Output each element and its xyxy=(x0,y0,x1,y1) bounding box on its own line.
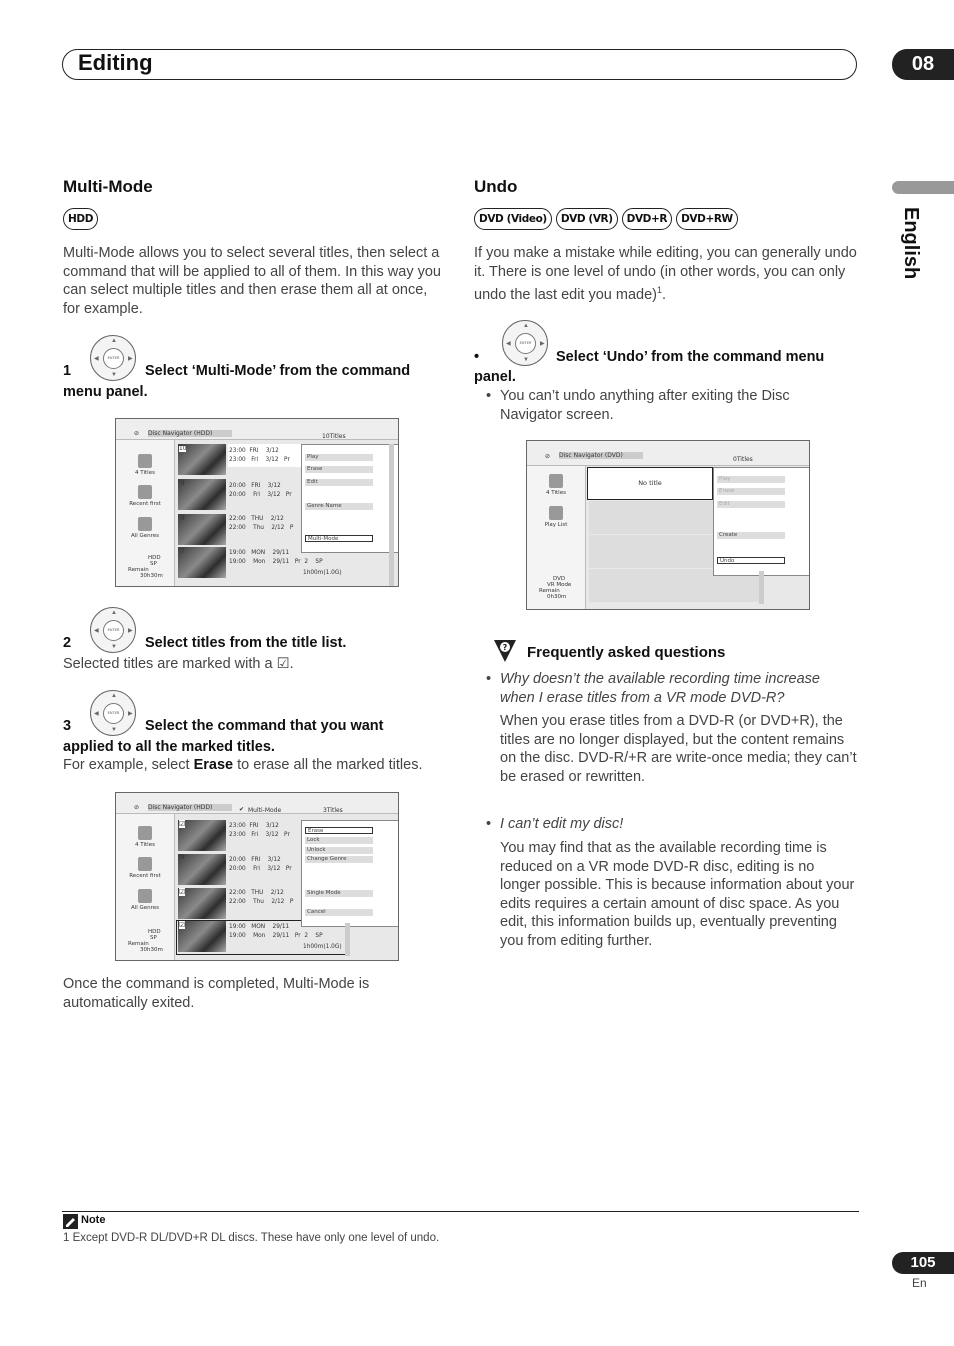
title-row[interactable]: 22:00 Thu 2/12 P xyxy=(229,899,294,905)
thumbnail xyxy=(178,514,226,545)
menu-item-edit[interactable]: Edit xyxy=(305,479,373,486)
titles-icon xyxy=(549,474,563,488)
multimode-heading: Multi-Mode xyxy=(63,177,153,196)
scrollbar[interactable] xyxy=(345,923,350,956)
faq-answer-1: When you erase titles from a DVD-R (or DVD+R), the titles are no longer displayed, but the content remains on the disc. DVD-R/+R are write-once media; they can’t be erased or rewritten. xyxy=(500,713,857,785)
faq-heading: Frequently asked questions xyxy=(527,644,726,661)
remote-enter-icon: ▲ ▼ ◀ ▶ ENTER xyxy=(90,690,136,736)
undo-bullet: • xyxy=(474,349,480,365)
badge-dvd-plus-r: DVD+R xyxy=(622,208,672,230)
step3-number: 3 xyxy=(63,718,72,734)
title-row[interactable]: 19:00 MON 29/11 xyxy=(229,550,290,556)
title-row[interactable]: 23:00 Fri 3/12 Pr xyxy=(229,832,290,838)
disc-icon: ⊘ xyxy=(134,430,140,437)
title-row[interactable]: 22:00 Thu 2/12 P xyxy=(229,525,294,531)
storage-info: HDD SP Remain 30h30m xyxy=(128,929,163,953)
scrollbar[interactable] xyxy=(389,444,394,587)
side-item-titles: 4 Titles xyxy=(546,490,566,496)
faq-question-1: Why doesn’t the available recording time increase when I erase titles from a VR mode DVD-R? xyxy=(500,671,820,706)
remote-enter-icon: ▲ ▼ ◀ ▶ ENTER xyxy=(90,335,136,381)
recent-icon xyxy=(138,485,152,499)
language-label: English xyxy=(900,207,922,280)
undo-step-text: Select ‘Undo’ from the command menu xyxy=(556,349,825,365)
step2-text: Select titles from the title list. xyxy=(145,635,347,651)
badge-dvd-vr: DVD (VR) xyxy=(556,208,618,230)
disc-navigator-screen-1 xyxy=(115,418,399,587)
genres-icon xyxy=(138,517,152,531)
undo-intro: If you make a mistake while editing, you can generally undo it. There is one level of undo (in other words, you can only undo the last edit you made)$^1$. xyxy=(474,245,857,303)
titles-icon xyxy=(138,454,152,468)
duration: 1h00m(1.0G) xyxy=(303,944,342,950)
no-title-box: No title xyxy=(587,467,713,500)
title-row[interactable]: 20:00 FRI 3/12 xyxy=(229,857,281,863)
title-number: 9 xyxy=(181,855,185,861)
title-row[interactable]: 19:00 MON 29/11 xyxy=(229,924,290,930)
menu-item-play[interactable]: Play xyxy=(305,454,373,461)
menu-item-erase: Erase xyxy=(717,488,785,495)
badge-dvd-plus-rw: DVD+RW xyxy=(676,208,738,230)
thumbnail xyxy=(178,479,226,510)
bullet-dot: • xyxy=(486,388,492,404)
checkbox-checked-icon[interactable]: ☑ xyxy=(179,820,186,828)
step2-note: Selected titles are marked with a ☑. xyxy=(63,656,294,672)
title-count: 3Titles xyxy=(323,807,343,814)
menu-item-change-genre[interactable]: Change Genre xyxy=(305,856,373,863)
remote-enter-icon: ▲ ▼ ◀ ▶ ENTER xyxy=(502,320,548,366)
step1-number: 1 xyxy=(63,363,72,379)
menu-item-lock[interactable]: Lock xyxy=(305,837,373,844)
menu-item-undo[interactable]: Undo xyxy=(717,557,785,564)
command-menu[interactable] xyxy=(301,444,399,553)
disc-type-badges xyxy=(474,208,742,230)
title-row[interactable]: 23:00 FRI 3/12 xyxy=(229,823,279,829)
svg-text:?: ? xyxy=(502,643,508,652)
faq-answer-2: You may find that as the available recording time is reduced on a VR mode DVD-R disc, editing is no longer possible. This is because information about your edits requires a certain amount of disc space. As you edit, this information builds up, eventually preventing you from editing further. xyxy=(500,840,855,949)
side-item-recent: Recent first xyxy=(129,873,161,879)
disc-icon: ⊘ xyxy=(134,804,140,811)
title-row[interactable]: 20:00 Fri 3/12 Pr xyxy=(229,492,292,498)
remote-enter-icon: ▲ ▼ ◀ ▶ ENTER xyxy=(90,607,136,653)
screen-title: Disc Navigator (HDD) xyxy=(148,804,232,811)
menu-item-genre-name[interactable]: Genre Name xyxy=(305,503,373,510)
badge-dvd-video: DVD (Video) xyxy=(474,208,552,230)
recent-icon xyxy=(138,857,152,871)
menu-item-play: Play xyxy=(717,476,785,483)
step2-number: 2 xyxy=(63,635,72,651)
storage-info: HDD SP Remain 30h30m xyxy=(128,555,163,579)
checkmark-icon: ✔ xyxy=(239,806,245,813)
menu-item-unlock[interactable]: Unlock xyxy=(305,847,373,854)
faq-question-2: I can’t edit my disc! xyxy=(500,816,624,832)
language-tab xyxy=(892,181,954,194)
command-menu[interactable] xyxy=(301,820,399,927)
menu-item-edit: Edit xyxy=(717,501,785,508)
step3-note: For example, select Erase to erase all the marked titles. xyxy=(63,757,423,773)
title-row[interactable]: 20:00 Fri 3/12 Pr xyxy=(229,866,292,872)
checkbox-checked-icon[interactable]: ☑ xyxy=(179,921,186,929)
faq-icon xyxy=(492,638,518,664)
playlist-icon xyxy=(549,506,563,520)
menu-item-erase[interactable]: Erase xyxy=(305,827,373,834)
title-number: 9 xyxy=(181,481,185,487)
multimode-intro: Multi-Mode allows you to select several titles, then select a command that will be applied to all of them. In this way you can select multiple titles and then erase them all at once, for example. xyxy=(63,245,441,317)
thumbnail xyxy=(178,854,226,885)
chapter-number: 08 xyxy=(892,49,954,80)
undo-heading: Undo xyxy=(474,177,518,196)
title-count: 10Titles xyxy=(322,433,346,440)
side-item-recent: Recent first xyxy=(129,501,161,507)
header-bar xyxy=(62,49,857,80)
title-number: 8 xyxy=(181,516,185,522)
undo-step-text-cont: panel. xyxy=(474,369,516,385)
title-number: 10 xyxy=(179,446,187,452)
step1-text-cont: menu panel. xyxy=(63,384,148,400)
step3-text: Select the command that you want xyxy=(145,718,384,734)
title-row[interactable]: 23:00 FRI 3/12 xyxy=(229,448,279,454)
bullet-dot: • xyxy=(486,816,492,832)
bullet-dot: • xyxy=(486,671,492,687)
side-item-titles: 4 Titles xyxy=(135,842,155,848)
menu-item-cancel[interactable]: Cancel xyxy=(305,909,373,916)
storage-info: DVD VR Mode Remain 0h30m xyxy=(539,576,572,600)
hdd-badge: HDD xyxy=(63,208,102,230)
note-pencil-icon xyxy=(63,1214,78,1229)
side-item-genres: All Genres xyxy=(130,533,160,539)
disc-icon: ⊘ xyxy=(545,453,551,460)
checkbox-checked-icon[interactable]: ☑ xyxy=(179,888,186,896)
command-menu[interactable] xyxy=(713,467,810,576)
screen-title: Disc Navigator (DVD) xyxy=(559,452,643,459)
note-label: Note xyxy=(81,1214,106,1226)
side-item-genres: All Genres xyxy=(130,905,160,911)
note-text: 1 Except DVD-R DL/DVD+R DL discs. These have only one level of undo. xyxy=(63,1232,440,1244)
step1-text: Select ‘Multi-Mode’ from the command xyxy=(145,363,411,379)
title-number: 7 xyxy=(181,549,185,555)
titles-icon xyxy=(138,826,152,840)
side-item-playlist: Play List xyxy=(544,522,568,528)
step3-text-cont: applied to all the marked titles. xyxy=(63,739,275,755)
title-row[interactable]: 19:00 Mon 29/11 Pr 2 SP xyxy=(229,559,323,565)
scrollbar[interactable] xyxy=(759,571,764,604)
disc-navigator-screen-3 xyxy=(526,440,810,610)
page-number: 105 xyxy=(892,1252,954,1274)
multimode-outro: Once the command is completed, Multi-Mode is automatically exited. xyxy=(63,976,370,1011)
menu-item-multi-mode[interactable]: Multi-Mode xyxy=(305,535,373,542)
title-row[interactable]: 22:00 THU 2/12 xyxy=(229,890,284,896)
note-divider xyxy=(62,1211,859,1212)
thumbnail xyxy=(178,547,226,578)
page-lang: En xyxy=(912,1276,927,1290)
title-row[interactable]: 22:00 THU 2/12 xyxy=(229,516,284,522)
page-title: Editing xyxy=(78,50,153,75)
genres-icon xyxy=(138,889,152,903)
menu-item-erase[interactable]: Erase xyxy=(305,466,373,473)
duration: 1h00m(1.0G) xyxy=(303,570,342,576)
disc-navigator-screen-2 xyxy=(115,792,399,961)
mode-label: Multi-Mode xyxy=(248,807,282,814)
screen-title: Disc Navigator (HDD) xyxy=(148,430,232,437)
title-row[interactable]: 23:00 Fri 3/12 Pr xyxy=(229,457,290,463)
undo-step-note: You can’t undo anything after exiting the Disc Navigator screen. xyxy=(500,388,790,423)
side-item-titles: 4 Titles xyxy=(135,470,155,476)
title-row[interactable]: 19:00 Mon 29/11 Pr 2 SP xyxy=(229,933,323,939)
menu-item-single-mode[interactable]: Single Mode xyxy=(305,890,373,897)
title-count: 0Titles xyxy=(733,456,753,463)
title-row[interactable]: 20:00 FRI 3/12 xyxy=(229,483,281,489)
menu-item-create[interactable]: Create xyxy=(717,532,785,539)
